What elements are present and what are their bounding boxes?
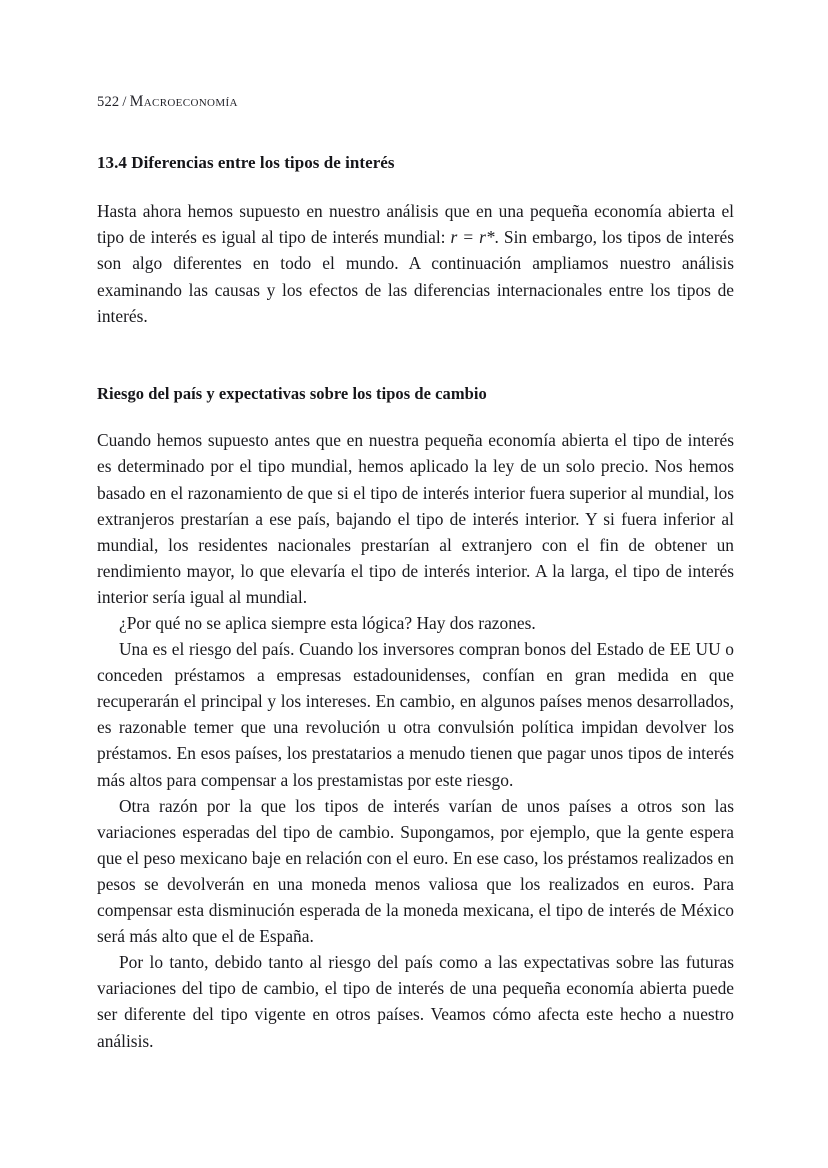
paragraph: Cuando hemos supuesto antes que en nuestra pequeña economía abierta el tipo de interés es determinado por el tipo mundial, hemos aplicado la ley de un solo precio. Nos hemos basado en el razonamiento de que si el tipo de interés interior fuera superior al mundial, los extranjeros prestarían a ese país, bajando el tipo de interés interior. Y si fuera inferior al mundial, los residentes nacionales prestarían al extranjero con el fin de obtener un rendimiento mayor, lo que elevaría el tipo de interés interior. A la larga, el tipo de interés interior sería igual al mundial.: [97, 430, 734, 607]
paragraph: Por lo tanto, debido tanto al riesgo del país como a las expectativas sobre las futuras variaciones del tipo de cambio, el tipo de interés de una pequeña economía abierta puede ser diferente del tipo vigente en otros países. Veamos cómo afecta este hecho a nuestro análisis.: [97, 952, 734, 1051]
intro-text-after-equation: . Sin embargo, los tipos de interés son algo diferentes en todo el mundo. A continuación ampliamos nuestro análisis examinando las causas y los efectos de las diferencias internacionales entre los tipos de interés.: [97, 227, 734, 326]
running-head-separator: /: [122, 94, 127, 110]
running-head-book-title: Macroeconomía: [129, 93, 238, 110]
section-heading: 13.4 Diferencias entre los tipos de interés: [97, 153, 395, 172]
page-folio-number: 522: [97, 94, 120, 110]
page-content: [97, 93, 734, 1054]
interest-rate-equation: r = r*: [450, 227, 495, 248]
subsection-heading: Riesgo del país y expectativas sobre los tipos de cambio: [97, 383, 487, 403]
section-intro-paragraph: [97, 198, 734, 328]
paragraph: ¿Por qué no se aplica siempre esta lógica? Hay dos razones.: [119, 613, 536, 633]
paragraph: Una es el riesgo del país. Cuando los inversores compran bonos del Estado de EE UU o conceden préstamos a empresas estadounidenses, confían en gran medida en que recuperarán el principal y los intereses. En cambio, en algunos países menos desarrollados, es razonable temer que una revolución u otra convulsión política impidan devolver los préstamos. En esos países, los prestatarios a menudo tienen que pagar unos tipos de interés más altos para compensar a los prestamistas por este riesgo.: [97, 639, 734, 790]
intro-text-before-equation: Hasta ahora hemos supuesto en nuestro análisis que en una pequeña economía abierta el tipo de interés es igual al tipo de interés mundial:: [97, 201, 734, 248]
paragraph: Otra razón por la que los tipos de interés varían de unos países a otros son las variaciones esperadas del tipo de cambio. Supongamos, por ejemplo, que la gente espera que el peso mexicano baje en relación con el euro. En ese caso, los préstamos realizados en pesos se devolverán en una moneda menos valiosa que los realizados en euros. Para compensar esta disminución esperada de la moneda mexicana, el tipo de interés de México será más alto que el de España.: [97, 795, 734, 947]
running-head: [97, 93, 734, 111]
